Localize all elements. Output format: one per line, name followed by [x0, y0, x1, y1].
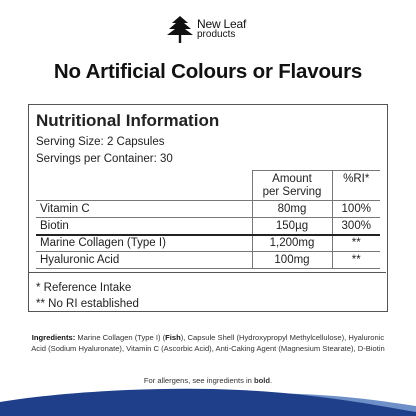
- row-amount: 150µg: [252, 218, 332, 235]
- row-amount: 100mg: [252, 252, 332, 269]
- row-name: Hyaluronic Acid: [36, 252, 252, 269]
- brand-logo-block: [166, 14, 266, 48]
- header-ri: %RI*: [332, 171, 380, 201]
- row-ri: 100%: [332, 201, 380, 218]
- footnote-divider: [29, 272, 386, 273]
- ingredients-part-1: Marine Collagen (Type I) (: [77, 333, 166, 342]
- wave-dark-band: [0, 389, 416, 416]
- ingredients-label: Ingredients:: [31, 333, 76, 342]
- row-ri: 300%: [332, 218, 380, 235]
- brand-subname: products: [197, 29, 236, 40]
- row-name: Marine Collagen (Type I): [36, 235, 252, 252]
- table-header-row: [36, 171, 380, 201]
- header-amount: [252, 171, 332, 201]
- ingredients-text: [30, 332, 386, 354]
- table-row: [36, 218, 380, 235]
- row-ri: **: [332, 235, 380, 252]
- panel-title: Nutritional Information: [36, 111, 220, 130]
- table-row: [36, 235, 380, 252]
- header-amount-line1: Amount: [272, 173, 312, 185]
- row-name: Biotin: [36, 218, 252, 235]
- allergens-text: For allergens, see ingredients in: [143, 376, 254, 385]
- row-amount: 1,200mg: [252, 235, 332, 252]
- nutrition-panel: [28, 104, 388, 312]
- header-blank-cell: [36, 171, 252, 201]
- leaf-tree-icon: [166, 14, 194, 44]
- allergens-end: .: [270, 376, 273, 385]
- footnote-no-ri: ** No RI established: [36, 298, 139, 310]
- footnote-reference-intake: * Reference Intake: [36, 282, 132, 294]
- allergens-bold: bold: [254, 376, 271, 385]
- footer-wave: [0, 384, 416, 416]
- row-amount: 80mg: [252, 201, 332, 218]
- ingredients-allergen: Fish: [165, 333, 181, 342]
- row-name: Vitamin C: [36, 201, 252, 218]
- servings-per-container: Servings per Container: 30: [36, 153, 173, 165]
- nutrition-table: [36, 170, 380, 269]
- table-row: [36, 252, 380, 269]
- serving-size: Serving Size: 2 Capsules: [36, 136, 165, 148]
- page-headline: No Artificial Colours or Flavours: [53, 60, 363, 83]
- header-amount-line2: per Serving: [262, 186, 322, 198]
- brand-name: New Leaf: [197, 17, 247, 31]
- row-ri: **: [332, 252, 380, 269]
- ingredients-part-2: ), Capsule Shell (Hydroxypropyl Methylcellulose), Hyaluronic Acid (Sodium Hyaluronate), Vitamin C (Ascorbic Acid), Anti-Caking Agent (Magnesium Stearate), D-Biotin: [31, 333, 385, 353]
- table-row: [36, 201, 380, 218]
